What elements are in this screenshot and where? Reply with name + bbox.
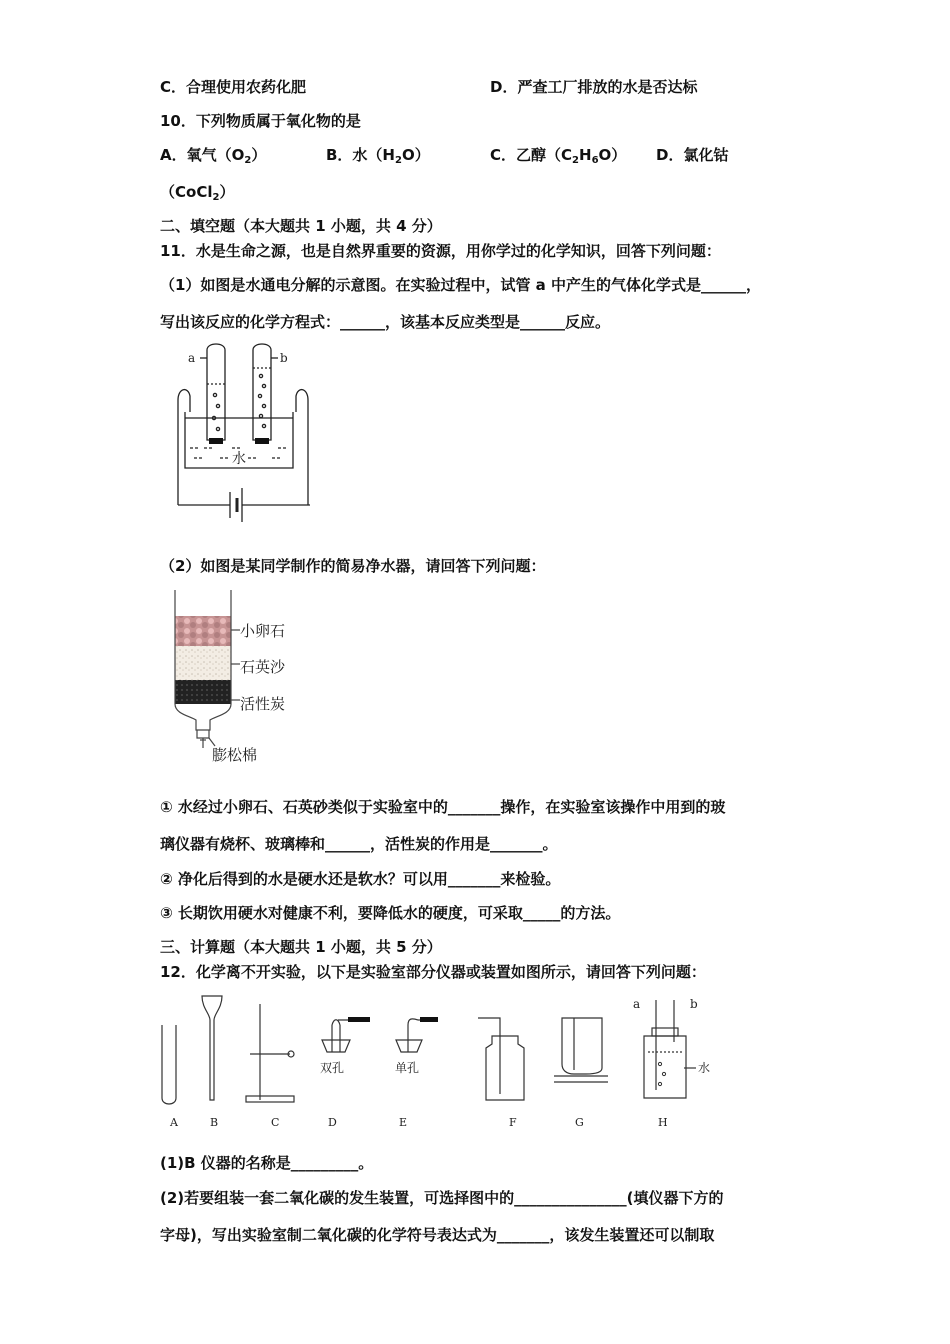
purifier-layer-quartz-sand: 石英沙 <box>240 658 286 676</box>
q12-stem: 12．化学离不开实验，以下是实验室部分仪器或装置如图所示，请回答下列问题： <box>160 963 706 981</box>
q11-sub2: ② 净化后得到的水是硬水还是软水？可以用_______来检验。 <box>160 870 561 888</box>
apparatus-e-note: 单孔 <box>395 1061 420 1075</box>
apparatus-letter-f: F <box>509 1116 517 1129</box>
electrolysis-label-water: 水 <box>232 451 246 467</box>
apparatus-letter-g: G <box>575 1116 584 1129</box>
apparatus-h-label-b: b <box>690 997 698 1011</box>
apparatus-d-note: 双孔 <box>320 1061 345 1075</box>
apparatus-h-water-label: 水 <box>698 1061 711 1075</box>
q10-option-c: C．乙醇$(C_2H_6O)$ <box>490 146 627 166</box>
q12-part1: (1)B 仪器的名称是_________。 <box>160 1154 374 1172</box>
apparatus-letter-d: D <box>328 1116 337 1129</box>
q10-option-d-formula: （CoCl$_2$） <box>160 183 235 203</box>
purifier-layer-pebbles: 小卵石 <box>240 622 286 640</box>
apparatus-h-label-a: a <box>633 997 641 1011</box>
q11-sub1-line1: ① 水经过小卵石、石英砂类似于实验室中的_______操作，在实验室该操作中用到的玻 <box>160 798 726 816</box>
q10-stem: 10．下列物质属于氧化物的是 <box>160 112 361 130</box>
apparatus-letter-e: E <box>399 1116 408 1129</box>
q12-part2-line2: 字母)，写出实验室制二氧化碳的化学符号表达式为_______，该发生装置还可以制取 <box>160 1226 715 1244</box>
apparatus-letter-a: A <box>170 1116 178 1129</box>
q10-option-d: D．氯化钴 <box>656 146 729 164</box>
electrolysis-label-b: b <box>280 351 288 365</box>
section-3-heading: 三、计算题（本大题共 1 小题，共 5 分） <box>160 938 442 956</box>
purifier-layer-cotton: 膨松棉 <box>212 746 258 764</box>
q11-sub1-line2: 璃仪器有烧杯、玻璃棒和______，活性炭的作用是_______。 <box>160 835 558 853</box>
lab-apparatus-figure <box>150 990 730 1135</box>
q12-part2-line1: (2)若要组装一套二氧化碳的发生装置，可选择图中的_______________(填仪器下方的 <box>160 1189 724 1207</box>
electrolysis-figure <box>160 340 330 530</box>
q11-part1-line2: 写出该反应的化学方程式：______，该基本反应类型是______反应。 <box>160 313 611 331</box>
electrolysis-label-a: a <box>188 351 196 365</box>
section-2-heading: 二、填空题（本大题共 1 小题，共 4 分） <box>160 217 442 235</box>
water-purifier-figure <box>160 588 330 768</box>
q11-stem: 11．水是生命之源，也是自然界重要的资源，用你学过的化学知识，回答下列问题： <box>160 242 721 260</box>
q11-sub3: ③ 长期饮用硬水对健康不利，要降低水的硬度，可采取_____的方法。 <box>160 904 621 922</box>
q11-part1-line1: （1）如图是水通电分解的示意图。在实验过程中，试管 a 中产生的气体化学式是______， <box>160 276 762 294</box>
q11-part2-intro: （2）如图是某同学制作的简易净水器，请回答下列问题： <box>160 557 546 575</box>
apparatus-letter-h: H <box>658 1116 668 1129</box>
q10-option-b: B．水$(H_2O)$ <box>326 146 430 166</box>
q10-option-a: A．氧气$(O_2)$ <box>160 146 267 166</box>
apparatus-letter-b: B <box>210 1116 219 1129</box>
q9-option-d: D．严查工厂排放的水是否达标 <box>490 78 698 96</box>
apparatus-letter-c: C <box>271 1116 280 1129</box>
q9-option-c: C．合理使用农药化肥 <box>160 78 307 96</box>
purifier-layer-activated-carbon: 活性炭 <box>240 695 286 713</box>
